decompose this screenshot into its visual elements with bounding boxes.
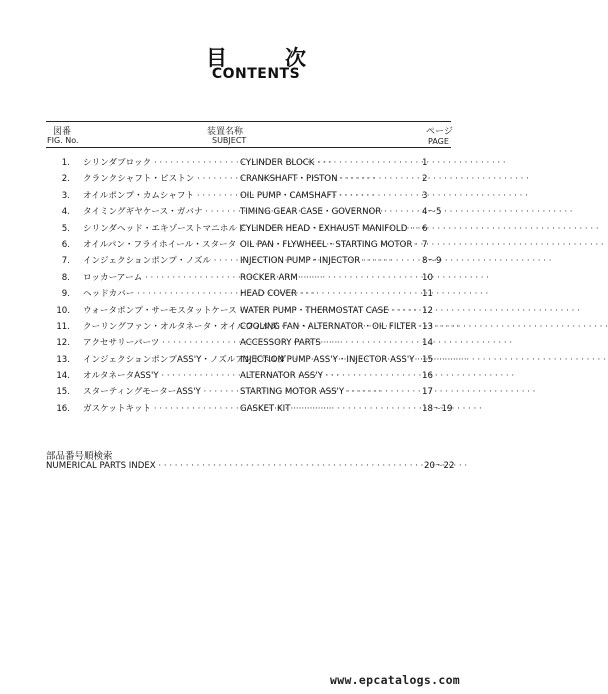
- entry-title-en: ACCESSORY PARTS · · ·: [240, 335, 420, 351]
- entry-title-en: INJECTION PUMP ASS'Y・INJECTOR ASS'Y · · ·: [240, 352, 420, 368]
- entry-title-en: ROCKER ARM · · ·: [240, 270, 420, 286]
- contents-row[interactable]: [0, 368, 512, 384]
- entry-title-jp: ロッカーアーム · · ·: [83, 270, 240, 286]
- entry-page: 2: [422, 174, 428, 185]
- entry-page: 7: [422, 239, 428, 250]
- entry-title-jp: スターティングモーターASS'Y · · ·: [83, 384, 240, 400]
- entry-title-jp: クランクシャフト・ピストン · · ·: [83, 171, 240, 187]
- entry-page: 1: [422, 158, 428, 168]
- entry-title-jp: ガスケットキット · · ·: [83, 401, 240, 417]
- entry-page: 8～9: [422, 256, 442, 267]
- header-page-jp: ページ: [426, 127, 453, 137]
- entry-number: 15.: [56, 387, 70, 398]
- entry-number: 1.: [61, 158, 70, 168]
- numerical-index-label: NUMERICAL PARTS INDEX · · ·: [46, 458, 424, 474]
- entry-number: 12.: [56, 338, 70, 349]
- contents-row[interactable]: [0, 237, 512, 253]
- entry-number: 4.: [61, 207, 70, 218]
- entry-title-en: HEAD COVER · · ·: [240, 286, 420, 302]
- contents-row[interactable]: [0, 221, 512, 237]
- entry-number: 10.: [56, 305, 70, 316]
- entry-page: 16: [422, 371, 433, 382]
- entry-number: 5.: [61, 223, 70, 234]
- entry-page: 11: [422, 289, 433, 300]
- entry-title-jp: オイルパン・フライホイール・スタータ · · ·: [83, 237, 240, 253]
- entry-title-en: INJECTION PUMP・INJECTOR · · ·: [240, 253, 420, 269]
- contents-row[interactable]: [0, 188, 512, 204]
- entry-title-jp: アクセサリーパーツ · · ·: [83, 335, 240, 351]
- entry-number: 13.: [56, 354, 70, 365]
- entry-title-jp: オイルポンプ・カムシャフト · · ·: [83, 188, 240, 204]
- entry-number: 8.: [61, 272, 70, 283]
- entry-title-en: GASKET KIT · · ·: [240, 401, 420, 417]
- entry-page: 4～5: [422, 207, 442, 218]
- entry-title-jp: クーリングファン・オルタネータ・オイルフィルタ · · ·: [83, 319, 240, 335]
- entry-title-en: ALTERNATOR ASS'Y · · ·: [240, 368, 420, 384]
- contents-row[interactable]: [0, 384, 512, 400]
- entry-title-jp: インジェクションポンプASS'Y・ノズルアンドホルダ · · ·: [83, 352, 240, 368]
- contents-row[interactable]: [0, 303, 512, 319]
- entry-page: 17: [422, 387, 433, 398]
- entry-title-en: CRANKSHAFT・PISTON · · ·: [240, 171, 420, 187]
- header-fig-en: FIG. No.: [47, 136, 79, 145]
- numerical-index-row[interactable]: [46, 458, 476, 474]
- numerical-index-jp: 部品番号順検索: [46, 451, 113, 462]
- entry-number: 16.: [56, 403, 70, 414]
- header-subject-jp: 装置名称: [207, 127, 244, 137]
- contents-row[interactable]: [0, 401, 512, 417]
- contents-row[interactable]: [0, 352, 512, 368]
- contents-row[interactable]: [0, 319, 512, 335]
- entry-title-jp: タイミングギヤケース・ガバナ · · ·: [83, 204, 240, 220]
- entry-number: 6.: [61, 239, 70, 250]
- entry-title-en: OIL PAN・FLYWHEEL・STARTING MOTOR · · ·: [240, 237, 420, 253]
- entry-title-jp: インジェクションポンプ・ノズル · · ·: [83, 253, 240, 269]
- contents-row[interactable]: [0, 286, 512, 302]
- entry-title-en: WATER PUMP・THERMOSTAT CASE · · ·: [240, 303, 420, 319]
- entry-number: 14.: [56, 371, 70, 382]
- title-english: CONTENTS: [211, 66, 301, 82]
- entry-page: 12: [422, 305, 433, 316]
- entry-number: 11.: [56, 321, 70, 332]
- contents-list: [0, 155, 512, 417]
- header-fig-jp: 図番: [53, 127, 72, 137]
- entry-title-jp: ウォータポンプ・サーモスタットケース · · ·: [83, 303, 240, 319]
- entry-page: 10: [422, 272, 433, 283]
- entry-number: 9.: [61, 289, 70, 300]
- entry-title-en: COOLING FAN・ALTERNATOR・OIL FILTER · · ·: [240, 319, 420, 335]
- entry-title-jp: シリンダヘッド・エキゾーストマニホルド · · ·: [83, 221, 240, 237]
- contents-row[interactable]: [0, 270, 512, 286]
- entry-page: 3: [422, 190, 428, 201]
- contents-row[interactable]: [0, 335, 512, 351]
- watermark-text: www.epcatalogs.com: [330, 673, 461, 687]
- entry-title-jp: シリンダブロック · · ·: [83, 155, 240, 171]
- entry-title-jp: ヘッドカバー · · ·: [83, 286, 240, 302]
- entry-number: 2.: [61, 174, 70, 185]
- entry-number: 7.: [61, 256, 70, 267]
- entry-title-en: CYLINDER BLOCK · · ·: [240, 155, 420, 171]
- contents-row[interactable]: [0, 155, 512, 171]
- entry-page: 6: [422, 223, 428, 234]
- entry-page: 18～19: [422, 403, 453, 414]
- header-subject-en: SUBJECT: [212, 136, 247, 145]
- header-bottom-rule: [46, 147, 451, 148]
- entry-title-en: OIL PUMP・CAMSHAFT · · ·: [240, 188, 420, 204]
- contents-row[interactable]: [0, 204, 512, 220]
- title-japanese: 目次: [206, 46, 364, 70]
- entry-title-en: TIMING GEAR CASE・GOVERNOR · · ·: [240, 204, 420, 220]
- entry-title-en: STARTING MOTOR ASS'Y · · ·: [240, 384, 420, 400]
- entry-number: 3.: [61, 190, 70, 201]
- contents-row[interactable]: [0, 253, 512, 269]
- contents-row[interactable]: [0, 171, 512, 187]
- header-page-en: PAGE: [428, 137, 449, 146]
- entry-page: 14: [422, 338, 433, 349]
- numerical-index-page: 20～22: [424, 461, 455, 471]
- entry-page: 15: [422, 354, 433, 365]
- entry-page: 13: [422, 321, 433, 332]
- entry-title-jp: オルタネータASS'Y · · ·: [83, 368, 240, 384]
- header-top-rule: [46, 121, 451, 122]
- entry-title-en: CYLINDER HEAD・EXHAUST MANIFOLD · · ·: [240, 221, 420, 237]
